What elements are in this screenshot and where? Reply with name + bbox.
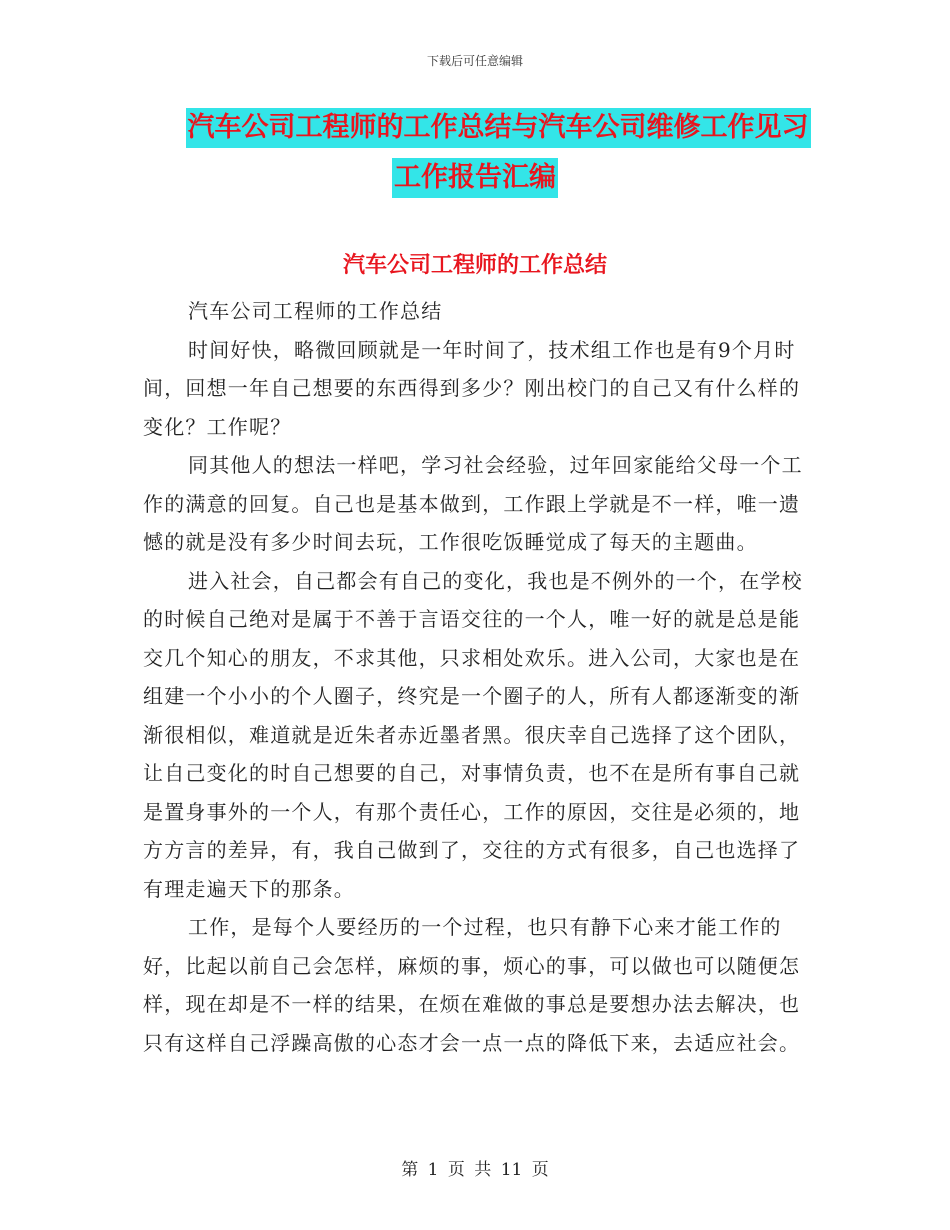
paragraph-4: 工作，是每个人要经历的一个过程，也只有静下心来才能工作的好，比起以前自己会怎样，麻烦的事，烦心的事，可以做也可以随便怎样，现在却是不一样的结果，在烦在难做的事总是要想办法去解决，也只有这样自己浮躁高傲的心态才会一点一点的降低下来，去适应社会。 [143,915,801,1055]
paragraph-1: 时间好快，略微回顾就是一年时间了，技术组工作也是有9个月时间，回想一年自己想要的东西得到多少？刚出校门的自己又有什么样的变化？工作呢？ [143,337,801,439]
page-footer: 第 1 页 共 11 页 [401,1160,549,1180]
page-header-note: 下载后可任意编辑 [426,54,523,68]
paragraph-3: 进入社会，自己都会有自己的变化，我也是不例外的一个，在学校的时候自己绝对是属于不善于言语交往的一个人，唯一好的就是总是能交几个知心的朋友，不求其他，只求相处欢乐。进入公司，大家也是在组建一个小小的个人圈子，终究是一个圈子的人，所有人都逐渐变的渐渐很相似，难道就是近朱者赤近墨者黑。很庆幸自己选择了这个团队，让自己变化的时自己想要的自己，对事情负责，也不在是所有事自己就是置身事外的一个人，有那个责任心，工作的原因，交往是必须的，地方方言的差异，有，我自己做到了，交往的方式有很多，自己也选择了有理走遍天下的那条。 [143,568,803,901]
title-line-1: 汽车公司工程师的工作总结与汽车公司维修工作见习 [186,108,811,148]
body-subtitle: 汽车公司工程师的工作总结 [188,299,443,323]
paragraph-2: 同其他人的想法一样吧，学习社会经验，过年回家能给父母一个工作的满意的回复。自己也是基本做到，工作跟上学就是不一样，唯一遗憾的就是没有多少时间去玩，工作很吃饭睡觉成了每天的主题曲。 [143,453,803,554]
section-title: 汽车公司工程师的工作总结 [342,253,607,278]
document-body [143,292,811,1062]
title-line-2: 工作报告汇编 [392,158,558,198]
document-title [0,108,950,208]
